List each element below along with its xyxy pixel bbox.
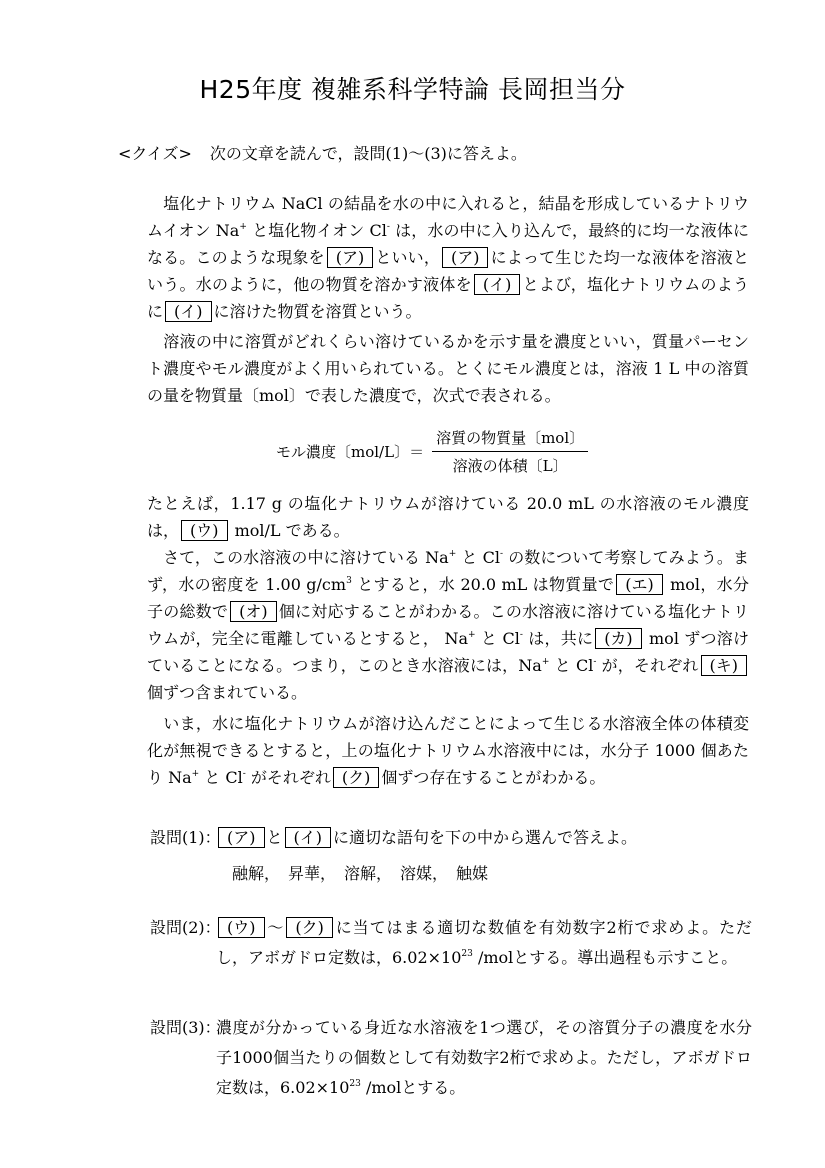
paragraph-3 <box>147 490 749 544</box>
text: と <box>266 828 283 847</box>
blank-ka: (カ) <box>595 628 642 649</box>
text: の数について考察してみよう。まず，水の密度を 1.00 g/cm <box>147 548 749 594</box>
text: は，水の中に入り込んで，最終的に均一な液体になる。このような現象を <box>147 221 750 267</box>
text: 個に対応することがわかる。この水溶液に溶けている塩化ナトリウムが，完全に電離しているとすると， Na <box>147 602 749 648</box>
blank-ki: (キ) <box>701 655 748 676</box>
superscript: + <box>448 549 457 559</box>
question-body <box>216 913 752 973</box>
text: mol ずつ溶けていることになる。つまり，このとき水溶液には，Na <box>147 629 749 675</box>
text: 個ずつ存在することがわかる。 <box>381 768 606 787</box>
quiz-instruction <box>118 141 527 164</box>
blank-a: (ア) <box>327 247 374 268</box>
text: は，共に <box>522 629 594 648</box>
text: 個ずつ含まれている。 <box>147 683 308 702</box>
blank-u: (ウ) <box>218 917 265 938</box>
text: と Cl <box>549 656 594 675</box>
blank-o: (オ) <box>230 601 277 622</box>
text: とよび，塩化ナトリウムのように <box>147 275 749 321</box>
text: に適切な語句を下の中から選んで答えよ。 <box>333 828 638 847</box>
question-label: 設問(1)： <box>150 828 221 847</box>
blank-ku: (ク) <box>286 917 333 938</box>
superscript: - <box>242 769 246 779</box>
paragraph-2: 溶液の中に溶質がどれくらい溶けているかを示す量を濃度といい，質量パーセント濃度やモル濃度がよく用いられている。とくにモル濃度とは，溶液 1 L 中の溶質の量を物質量〔mol〕で表した濃度で，次式で表される。 <box>147 332 749 405</box>
blank-e: (エ) <box>616 574 663 595</box>
blank-i: (イ) <box>165 301 212 322</box>
text: mol/L である。 <box>229 521 350 540</box>
text: が，それぞれ <box>596 656 699 675</box>
quiz-text: 次の文章を読んで，設問(1)〜(3)に答えよ。 <box>209 144 527 163</box>
formula-lhs: モル濃度〔mol/L〕＝ <box>276 443 425 461</box>
text: /molとする。導出過程も示すこと。 <box>472 948 738 967</box>
text: mol，水分子の総数で <box>147 575 749 621</box>
blank-a: (ア) <box>442 247 489 268</box>
superscript: 3 <box>346 576 352 586</box>
blank-i: (イ) <box>285 827 332 848</box>
superscript: - <box>593 657 597 667</box>
molarity-formula <box>276 427 588 476</box>
formula-numerator: 溶質の物質量〔mol〕 <box>432 427 588 452</box>
paragraph-4 <box>147 544 749 706</box>
question-body <box>216 1013 752 1103</box>
text: さて，この水溶液の中に溶けている Na <box>147 548 449 567</box>
superscript: + <box>191 769 200 779</box>
text: によって生じた均一な液体を溶液という。水のように，他の物質を溶かす液体を <box>147 248 749 294</box>
formula-fraction <box>432 427 588 476</box>
text: と Cl <box>199 768 243 787</box>
formula-denominator: 溶液の体積〔L〕 <box>452 457 568 475</box>
text: と Cl <box>456 548 501 567</box>
text: 〜 <box>266 918 285 937</box>
question-label: 設問(3)： <box>150 1018 221 1037</box>
superscript: + <box>468 630 476 640</box>
blank-u: (ウ) <box>181 520 228 541</box>
superscript: 23 <box>349 1079 361 1089</box>
superscript: - <box>500 549 504 559</box>
superscript: - <box>386 222 390 232</box>
paragraph-5 <box>147 710 749 791</box>
choice-list: 融解， 昇華， 溶解， 溶媒， 触媒 <box>232 864 489 883</box>
blank-i: (イ) <box>474 274 521 295</box>
text: に溶けた物質を溶質という。 <box>213 302 422 321</box>
text: に当てはまる適切な数値を有効数字2桁で求めよ。ただし，アボガドロ定数は，6.02×10 <box>216 918 752 967</box>
text: 塩化ナトリウム NaCl の結晶を水の中に入れると，結晶を形成しているナトリウムイオン Na <box>147 194 749 240</box>
superscript: 23 <box>461 949 473 959</box>
superscript: - <box>519 630 523 640</box>
question-label: 設問(2)： <box>150 918 221 937</box>
question-body <box>216 823 752 853</box>
text: たとえば，1.17 g の塩化ナトリウムが溶けている 20.0 mL の水溶液のモル濃度は， <box>147 494 749 540</box>
quiz-tag: <クイズ> <box>118 144 192 163</box>
text: といい， <box>375 248 440 267</box>
text: と塩化物イオン Cl <box>246 221 387 240</box>
text: と Cl <box>475 629 520 648</box>
text: がそれぞれ <box>245 768 331 787</box>
text: /molとする。 <box>360 1078 466 1097</box>
page-title: H25年度 複雑系科学特論 長岡担当分 <box>199 75 626 104</box>
superscript: + <box>541 657 550 667</box>
superscript: + <box>239 222 247 232</box>
text: とすると，水 20.0 mL は物質量で <box>351 575 615 594</box>
paragraph-1 <box>147 190 749 325</box>
blank-ku: (ク) <box>333 767 380 788</box>
text: いま，水に塩化ナトリウムが溶け込んだことによって生じる水溶液全体の体積変化が無視できるとすると，上の塩化ナトリウム水溶液中には，水分子 1000 個あたり Na <box>147 714 749 787</box>
text: 濃度が分かっている身近な水溶液を1つ選び，その溶質分子の濃度を水分子1000個当たりの個数として有効数字2桁で求めよ。ただし，アボガドロ定数は，6.02×10 <box>216 1018 752 1097</box>
blank-a: (ア) <box>218 827 265 848</box>
